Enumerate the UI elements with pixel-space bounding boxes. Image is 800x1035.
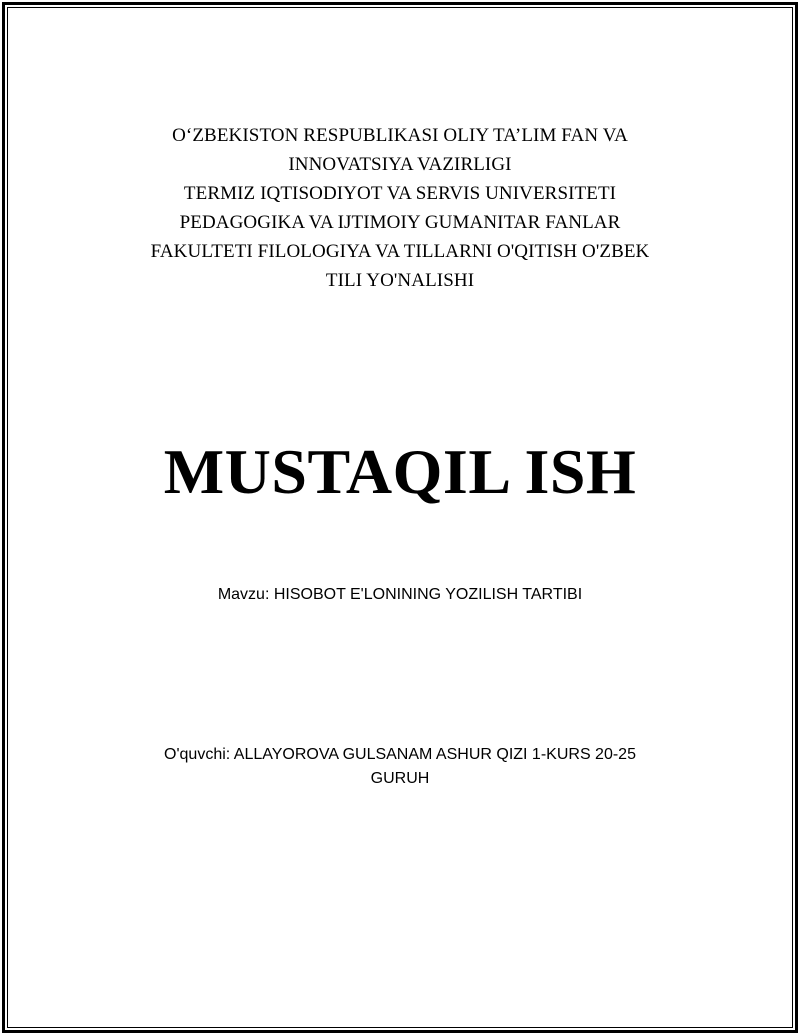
- header-line: PEDAGOGIKA VA IJTIMOIY GUMANITAR FANLAR: [179, 212, 621, 233]
- header-line: O‘ZBEKISTON RESPUBLIKASI OLIY TA’LIM FAN VA: [172, 125, 628, 146]
- document-title: MUSTAQIL ISH: [163, 436, 637, 507]
- header-line: TERMIZ IQTISODIYOT VA SERVIS UNIVERSITETI: [183, 183, 617, 204]
- topic-text: Mavzu: HISOBOT E'LONINING YOZILISH TARTIBI: [217, 586, 583, 603]
- header-line: INNOVATSIYA VAZIRLIGI: [288, 154, 512, 175]
- student-info: [0, 743, 800, 791]
- student-line: O'quvchi: ALLAYOROVA GULSANAM ASHUR QIZI 1-KURS 20-25: [164, 746, 636, 763]
- institution-header: [0, 121, 800, 295]
- header-line: FAKULTETI FILOLOGIYA VA TILLARNI O'QITISH O'ZBEK: [150, 241, 650, 262]
- student-line: GURUH: [370, 770, 430, 787]
- header-line: TILI YO'NALISHI: [325, 270, 475, 291]
